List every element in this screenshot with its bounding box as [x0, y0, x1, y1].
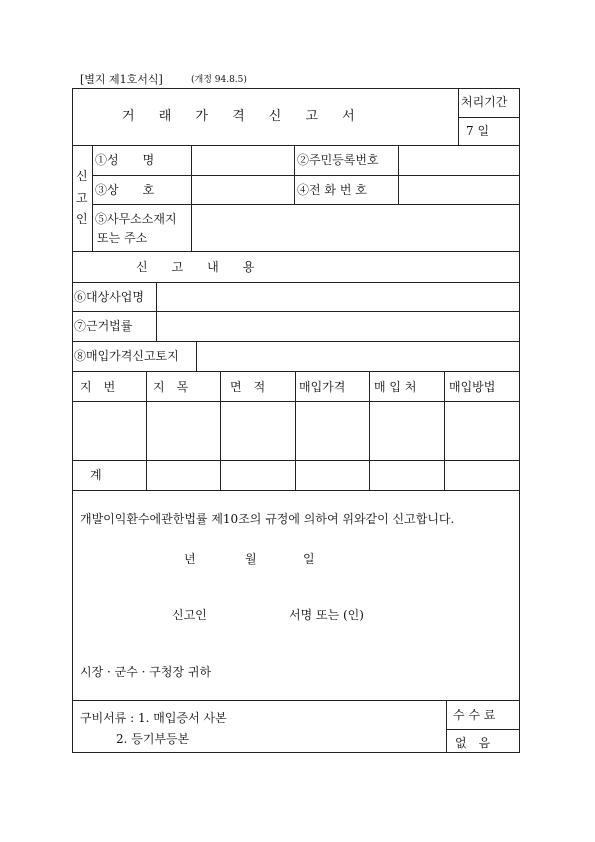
phone-field[interactable] [399, 176, 519, 203]
reported-land-field[interactable] [197, 342, 519, 370]
form-title: 거 래 가 격 신 고 서 [122, 109, 365, 124]
required-document-2: 2. 등기부등본 [116, 732, 190, 746]
land-col-price: 매입가격 [299, 380, 346, 394]
resident-id-label: ②주민등록번호 [297, 153, 379, 167]
name-field[interactable] [192, 146, 293, 174]
declaration-bottom [72, 700, 520, 701]
land-col-seller: 매 입 처 [374, 380, 417, 394]
land-col-area: 면 적 [230, 380, 266, 394]
reported-land-label: ⑧매입가격신고토지 [74, 349, 179, 363]
reporter-section-label-3: 인 [76, 212, 88, 226]
signature-reporter-label: 신고인 [172, 608, 207, 622]
legal-basis-field[interactable] [157, 312, 519, 340]
fee-left-border [446, 700, 447, 753]
processing-period-label: 처리기간 [461, 95, 508, 109]
trade-name-field[interactable] [192, 176, 293, 203]
processing-left-border [458, 88, 459, 145]
content-section-header: 신 고 내 용 [136, 260, 255, 274]
recipient-label: 시장 · 군수 · 구청장 귀하 [80, 665, 212, 679]
required-documents-label: 구비서류 : 1. 매입증서 사본 [80, 711, 227, 725]
business-name-label: ⑥대상사업명 [74, 290, 144, 304]
reporter-section-bottom [72, 251, 520, 252]
declaration-text: 개발이익환수에관한법률 제10조의 규정에 의하여 위와같이 신고합니다. [80, 512, 455, 526]
office-address-label-2: 또는 주소 [97, 231, 148, 245]
land-col-lot-number: 지 번 [80, 380, 116, 394]
land-table-data-bottom [72, 460, 520, 461]
signature-seal-label: 서명 또는 (인) [289, 608, 364, 622]
trade-name-label: ③상 호 [95, 183, 155, 197]
land-table-row[interactable] [73, 402, 519, 459]
office-address-field[interactable] [192, 205, 519, 250]
reporter-section-label-1: 신 [76, 169, 88, 183]
land-col-method: 매입방법 [449, 380, 496, 394]
reporter-mid-border [294, 145, 295, 204]
business-name-field[interactable] [157, 283, 519, 310]
date-day-label: 일 [303, 552, 315, 566]
land-total-label: 계 [90, 468, 102, 482]
fee-divider [446, 729, 520, 730]
date-month-label: 월 [245, 552, 257, 566]
fee-value: 없 음 [455, 736, 491, 750]
reporter-section-label-2: 고 [76, 191, 88, 205]
legal-basis-label: ⑦근거법률 [74, 319, 133, 333]
land-row-bottom [72, 371, 520, 372]
form-number-label: [별지 제1호서식] [80, 73, 163, 86]
office-address-label: ⑤사무소소재지 [95, 212, 177, 226]
land-table-total-bottom [72, 490, 520, 491]
phone-label: ④전 화 번 호 [297, 183, 367, 197]
land-col-category: 지 목 [153, 380, 189, 394]
date-year-label: 년 [184, 552, 196, 566]
processing-divider [458, 117, 520, 118]
revision-date: (개정 94.8.5) [191, 75, 247, 85]
fee-label: 수 수 료 [453, 708, 496, 722]
processing-period-value: 7 일 [466, 124, 490, 138]
name-label: ①성 명 [95, 153, 155, 167]
resident-id-field[interactable] [399, 146, 519, 174]
reporter-label-border [92, 145, 93, 251]
